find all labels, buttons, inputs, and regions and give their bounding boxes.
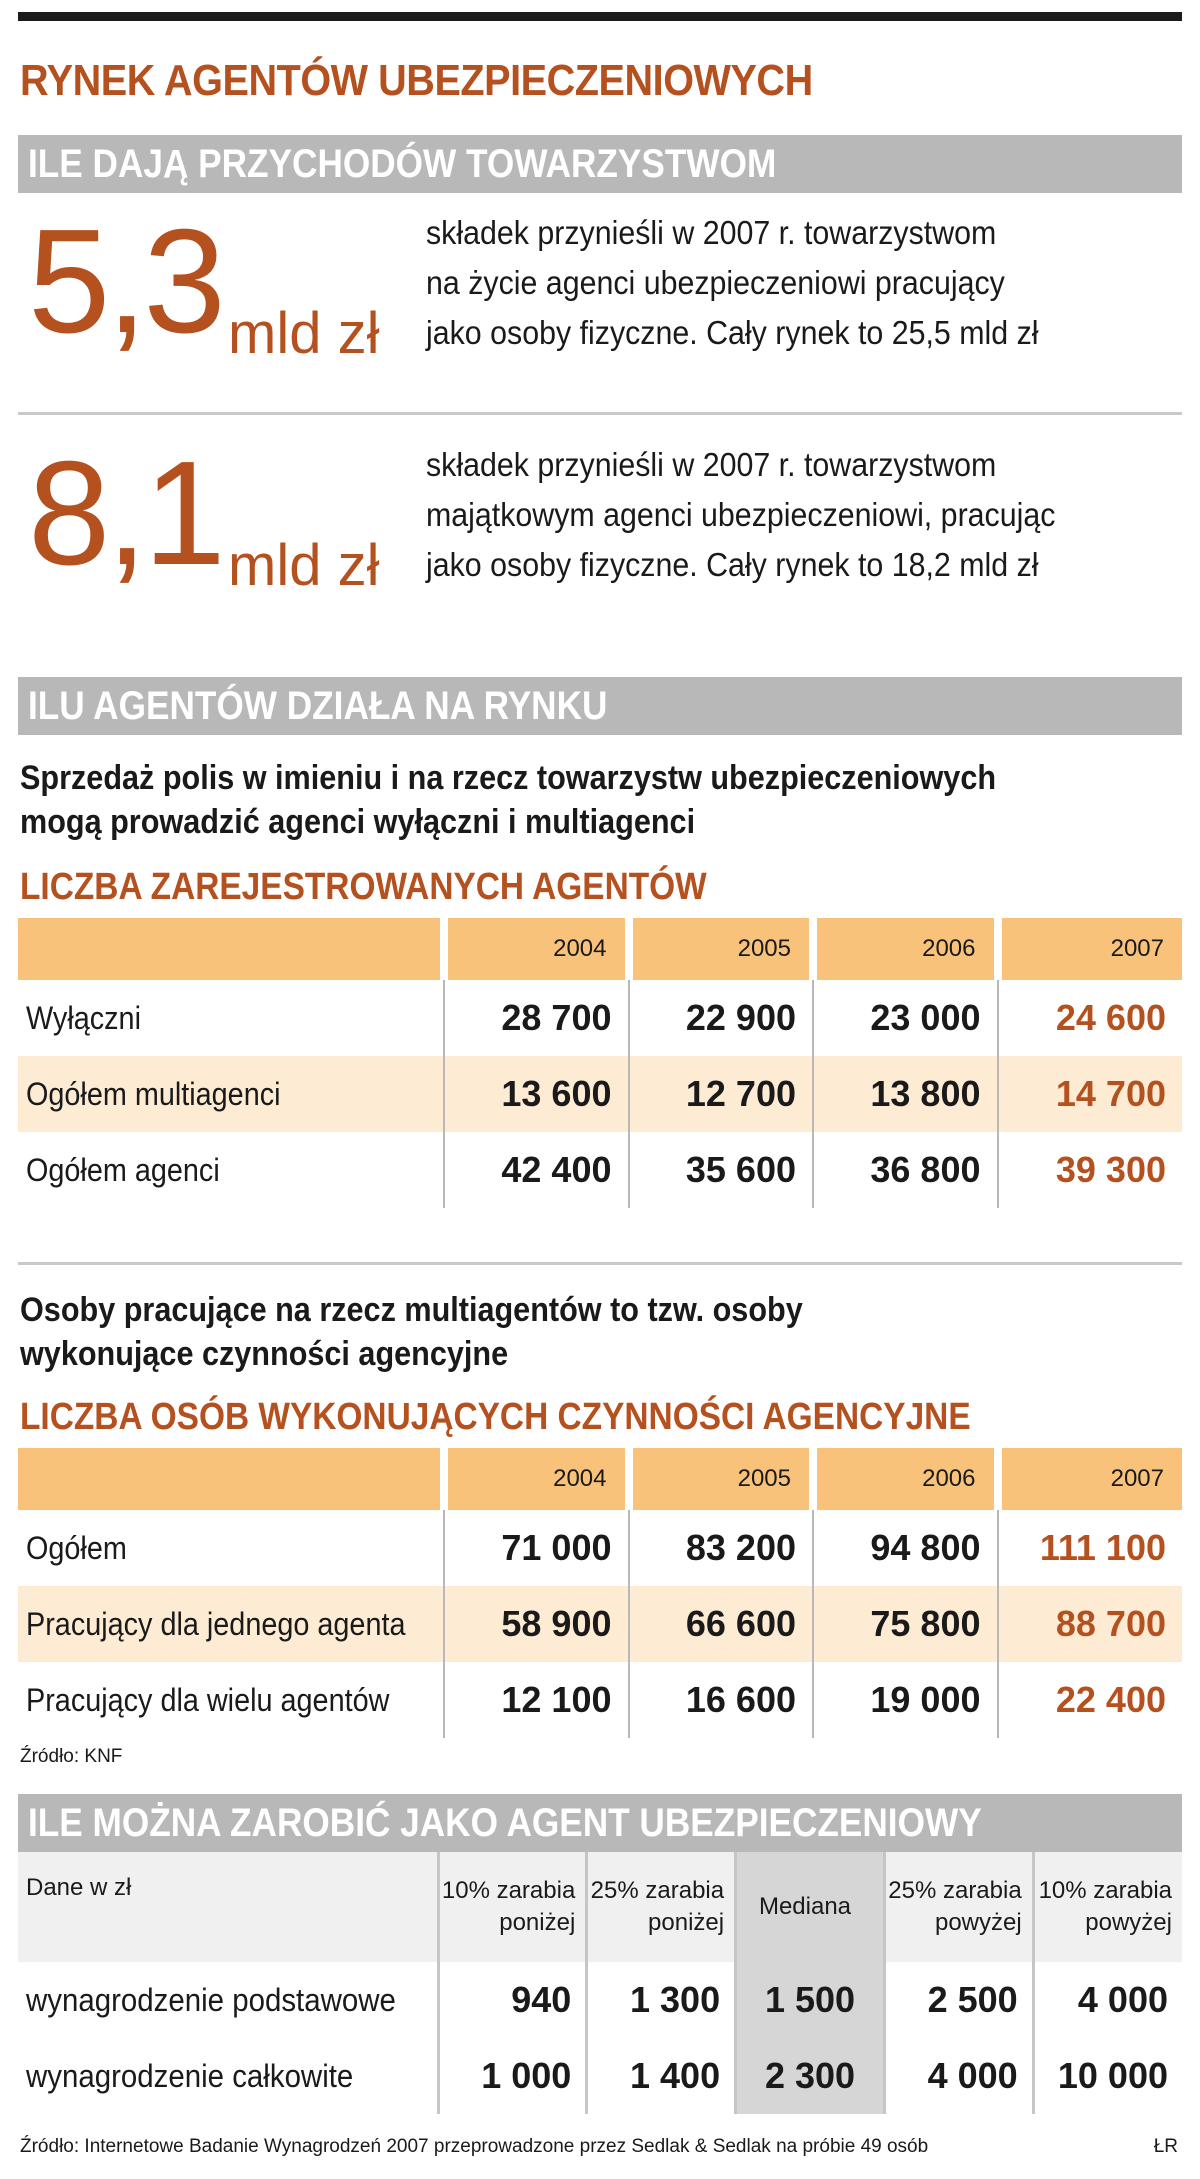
cell-value: 71 000 xyxy=(444,1510,629,1586)
table-title-agency-workers: LICZBA OSÓB WYKONUJĄCYCH CZYNNOŚCI AGENCYJNE xyxy=(20,1396,971,1438)
section-header-earnings xyxy=(18,1794,1182,1852)
row-label xyxy=(18,1962,438,2038)
cell-value-highlight: 111 100 xyxy=(998,1510,1183,1586)
section-header-revenue xyxy=(18,135,1182,193)
column-header xyxy=(587,1852,736,1962)
cell-value: 10 000 xyxy=(1033,2038,1182,2114)
row-label-text: Ogółem agenci xyxy=(26,1151,220,1188)
row-label-text: wynagrodzenie podstawowe xyxy=(26,1981,396,2018)
row-label xyxy=(18,1586,444,1662)
table-row xyxy=(18,1056,1182,1132)
lead-text-2 xyxy=(20,1288,890,1376)
row-label xyxy=(18,2038,438,2114)
row-label xyxy=(18,1132,444,1208)
cell-value: 12 700 xyxy=(629,1056,814,1132)
column-header-line: 10% zarabia xyxy=(441,1877,576,1904)
cell-value: 1 400 xyxy=(587,2038,736,2114)
table-row xyxy=(18,1586,1182,1662)
cell-value: 13 800 xyxy=(813,1056,998,1132)
row-label-text: Ogółem multiagenci xyxy=(26,1075,281,1112)
cell-value: 36 800 xyxy=(813,1132,998,1208)
lead-line: Osoby pracujące na rzecz multiagentów to tzw. osoby xyxy=(20,1291,803,1329)
lead-line: wykonujące czynności agencyjne xyxy=(20,1335,509,1373)
cell-value: 4 000 xyxy=(1033,1962,1182,2038)
cell-value: 35 600 xyxy=(629,1132,814,1208)
row-label-text: Pracujący dla wielu agentów xyxy=(26,1681,390,1718)
cell-value: 940 xyxy=(438,1962,587,2038)
column-header-line: powyżej xyxy=(1085,1909,1172,1936)
agency-workers-table xyxy=(18,1448,1182,1738)
stat-description-line: jako osoby fizyczne. Cały rynek to 18,2 mld zł xyxy=(426,546,1039,583)
lead-line: Sprzedaż polis w imieniu i na rzecz towarzystw ubezpieczeniowych xyxy=(20,759,997,797)
stat-unit: mld zł xyxy=(228,301,380,366)
cell-value: 83 200 xyxy=(629,1510,814,1586)
cell-value: 58 900 xyxy=(444,1586,629,1662)
cell-value: 13 600 xyxy=(444,1056,629,1132)
column-header-median xyxy=(736,1852,885,1962)
lead-text xyxy=(20,756,1104,844)
cell-value: 19 000 xyxy=(813,1662,998,1738)
year-header: 2006 xyxy=(813,918,998,980)
cell-value-highlight: 22 400 xyxy=(998,1662,1183,1738)
cell-value: 28 700 xyxy=(444,980,629,1056)
year-header: 2007 xyxy=(998,918,1183,980)
cell-value: 66 600 xyxy=(629,1586,814,1662)
row-label xyxy=(18,1056,444,1132)
top-rule xyxy=(18,12,1182,21)
column-header-line: poniżej xyxy=(648,1909,725,1936)
table-row xyxy=(18,2038,1182,2114)
stat-description xyxy=(426,208,1186,358)
year-header: 2004 xyxy=(444,1448,629,1510)
table-title-registered-agents: LICZBA ZAREJESTROWANYCH AGENTÓW xyxy=(20,866,707,908)
section-header-earnings-text: ILE MOŻNA ZAROBIĆ JAKO AGENT UBEZPIECZENIOWY xyxy=(28,1801,982,1845)
column-header-line: powyżej xyxy=(934,1909,1022,1936)
stat-value: 5,3 xyxy=(28,199,222,364)
section-header-agents-text: ILU AGENTÓW DZIAŁA NA RYNKU xyxy=(28,684,608,728)
row-label xyxy=(18,1510,444,1586)
table-row xyxy=(18,1132,1182,1208)
table-row xyxy=(18,1962,1182,2038)
cell-value: 16 600 xyxy=(629,1662,814,1738)
earnings-table xyxy=(18,1852,1182,2114)
year-header: 2004 xyxy=(444,918,629,980)
section-header-agents xyxy=(18,677,1182,735)
stat-property-insurance xyxy=(18,431,1182,660)
row-label-text: Ogółem xyxy=(26,1529,127,1566)
lead-line: mogą prowadzić agenci wyłączni i multiagenci xyxy=(20,803,696,841)
stat-description-line: składek przynieśli w 2007 r. towarzystwom xyxy=(426,214,997,251)
column-header-line: 25% zarabia xyxy=(888,1877,1022,1904)
cell-value: 4 000 xyxy=(884,2038,1033,2114)
table-header-row xyxy=(18,1448,1182,1510)
column-header-line: poniżej xyxy=(499,1909,576,1936)
author-signature: ŁR xyxy=(1153,2136,1178,2157)
cell-value: 22 900 xyxy=(629,980,814,1056)
stat-description-line: majątkowym agenci ubezpieczeniowi, pracując xyxy=(426,496,1056,533)
divider xyxy=(18,412,1182,415)
row-label xyxy=(18,980,444,1056)
row-label xyxy=(18,1662,444,1738)
source-note-survey: Źródło: Internetowe Badanie Wynagrodzeń 2007 przeprowadzone przez Sedlak & Sedlak na próbie 49 osób xyxy=(20,2136,929,2157)
table-header-row xyxy=(18,918,1182,980)
header-blank xyxy=(18,918,444,980)
column-header xyxy=(438,1852,587,1962)
cell-value: 12 100 xyxy=(444,1662,629,1738)
column-header-line: 10% zarabia xyxy=(1038,1877,1172,1904)
year-header: 2005 xyxy=(629,918,814,980)
table-row xyxy=(18,980,1182,1056)
cell-value: 1 000 xyxy=(438,2038,587,2114)
registered-agents-table xyxy=(18,918,1182,1208)
column-header xyxy=(884,1852,1033,1962)
stat-description-line: jako osoby fizyczne. Cały rynek to 25,5 mld zł xyxy=(426,314,1039,351)
column-header xyxy=(1033,1852,1182,1962)
corner-label: Dane w zł xyxy=(18,1852,438,1962)
cell-value: 42 400 xyxy=(444,1132,629,1208)
cell-value: 1 300 xyxy=(587,1962,736,2038)
row-label-text: wynagrodzenie całkowite xyxy=(26,2057,354,2094)
cell-value: 2 500 xyxy=(884,1962,1033,2038)
year-header: 2006 xyxy=(813,1448,998,1510)
cell-value: 75 800 xyxy=(813,1586,998,1662)
infographic-title: RYNEK AGENTÓW UBEZPIECZENIOWYCH xyxy=(20,56,813,105)
table-row xyxy=(18,1662,1182,1738)
table-header-row xyxy=(18,1852,1182,1962)
year-header: 2005 xyxy=(629,1448,814,1510)
divider xyxy=(18,1262,1182,1265)
source-note-knf: Źródło: KNF xyxy=(20,1746,123,1767)
cell-value-highlight: 88 700 xyxy=(998,1586,1183,1662)
stat-unit: mld zł xyxy=(228,533,380,598)
stat-life-insurance xyxy=(18,199,1182,428)
cell-value-highlight: 14 700 xyxy=(998,1056,1183,1132)
stat-description-line: składek przynieśli w 2007 r. towarzystwom xyxy=(426,446,997,483)
cell-value: 23 000 xyxy=(813,980,998,1056)
row-label-text: Wyłączni xyxy=(26,999,141,1036)
column-header-line: 25% zarabia xyxy=(590,1877,725,1904)
year-header: 2007 xyxy=(998,1448,1183,1510)
cell-value-highlight: 39 300 xyxy=(998,1132,1183,1208)
cell-value-median: 1 500 xyxy=(736,1962,885,2038)
cell-value-highlight: 24 600 xyxy=(998,980,1183,1056)
section-header-revenue-text: ILE DAJĄ PRZYCHODÓW TOWARZYSTWOM xyxy=(28,142,777,186)
cell-value: 94 800 xyxy=(813,1510,998,1586)
stat-description xyxy=(426,440,1186,590)
header-blank xyxy=(18,1448,444,1510)
column-header-line: Mediana xyxy=(758,1893,852,1920)
stat-value: 8,1 xyxy=(28,431,222,596)
stat-description-line: na życie agenci ubezpieczeniowi pracujący xyxy=(426,264,1005,301)
cell-value-median: 2 300 xyxy=(736,2038,885,2114)
table-row xyxy=(18,1510,1182,1586)
row-label-text: Pracujący dla jednego agenta xyxy=(26,1605,406,1642)
